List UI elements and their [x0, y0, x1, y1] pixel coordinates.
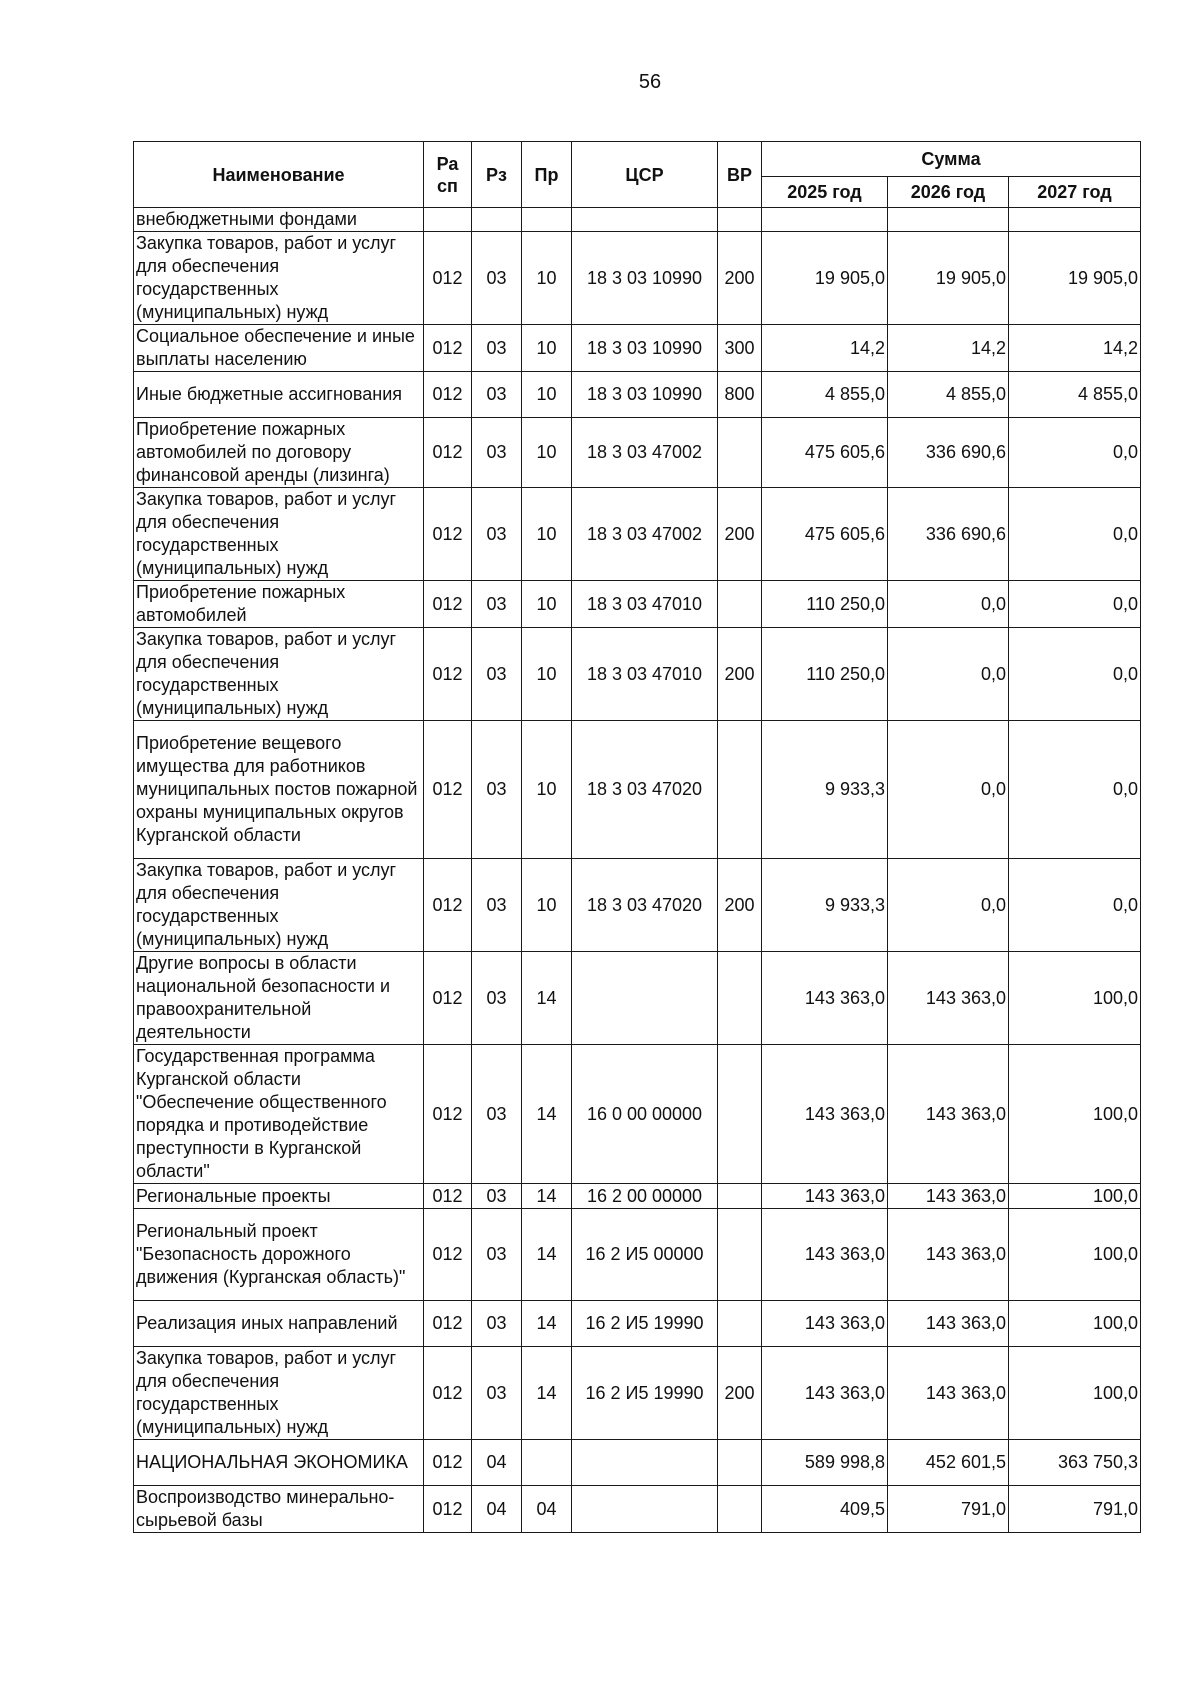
row-2027: 0,0 — [1009, 488, 1141, 581]
row-rasp: 012 — [424, 372, 472, 418]
row-rz: 04 — [472, 1486, 522, 1533]
row-2026: 4 855,0 — [888, 372, 1009, 418]
row-rasp: 012 — [424, 1347, 472, 1440]
row-csr — [572, 208, 718, 232]
row-rz: 03 — [472, 721, 522, 859]
row-vr: 200 — [718, 232, 762, 325]
row-vr: 300 — [718, 325, 762, 372]
row-name: Реализация иных направлений — [134, 1301, 424, 1347]
row-rz: 03 — [472, 628, 522, 721]
row-pr: 10 — [522, 232, 572, 325]
row-2027: 0,0 — [1009, 418, 1141, 488]
header-2026: 2026 год — [888, 177, 1009, 208]
table-row — [134, 1184, 1141, 1209]
row-rz: 03 — [472, 1045, 522, 1184]
row-rz: 03 — [472, 232, 522, 325]
header-rasp-bottom: сп — [437, 175, 458, 196]
table-header — [134, 142, 1141, 208]
table-row — [134, 1347, 1141, 1440]
row-2026: 143 363,0 — [888, 1184, 1009, 1209]
header-pr: Пр — [522, 142, 572, 208]
row-vr — [718, 721, 762, 859]
row-pr: 10 — [522, 581, 572, 628]
row-2027: 19 905,0 — [1009, 232, 1141, 325]
header-2025: 2025 год — [762, 177, 888, 208]
row-rasp: 012 — [424, 859, 472, 952]
row-csr: 18 3 03 47020 — [572, 721, 718, 859]
row-rz: 03 — [472, 1301, 522, 1347]
row-pr: 04 — [522, 1486, 572, 1533]
row-pr: 10 — [522, 628, 572, 721]
row-pr: 14 — [522, 952, 572, 1045]
row-2025: 9 933,3 — [762, 721, 888, 859]
table-row — [134, 208, 1141, 232]
row-2025: 143 363,0 — [762, 1045, 888, 1184]
row-2027: 100,0 — [1009, 1184, 1141, 1209]
row-2026 — [888, 208, 1009, 232]
row-rasp — [424, 208, 472, 232]
row-name: Приобретение вещевого имущества для работников муниципальных постов пожарной охраны муниципальных округов Курганской области — [134, 721, 424, 859]
table-row — [134, 1209, 1141, 1301]
row-vr: 200 — [718, 628, 762, 721]
page-number: 56 — [638, 71, 662, 93]
row-2026: 143 363,0 — [888, 1347, 1009, 1440]
table-row — [134, 952, 1141, 1045]
row-2026: 0,0 — [888, 628, 1009, 721]
row-2026: 143 363,0 — [888, 1301, 1009, 1347]
row-2025: 143 363,0 — [762, 1301, 888, 1347]
row-2025 — [762, 208, 888, 232]
row-csr: 18 3 03 47020 — [572, 859, 718, 952]
row-2025: 143 363,0 — [762, 952, 888, 1045]
row-pr: 10 — [522, 372, 572, 418]
row-vr — [718, 952, 762, 1045]
row-2025: 409,5 — [762, 1486, 888, 1533]
row-rz: 03 — [472, 581, 522, 628]
row-rz: 03 — [472, 1209, 522, 1301]
row-pr: 14 — [522, 1045, 572, 1184]
table-row — [134, 1301, 1141, 1347]
row-name: внебюджетными фондами — [134, 208, 424, 232]
row-2027: 100,0 — [1009, 952, 1141, 1045]
row-csr — [572, 1486, 718, 1533]
header-rasp-top: Ра — [436, 153, 459, 174]
row-vr: 200 — [718, 859, 762, 952]
row-2026: 143 363,0 — [888, 952, 1009, 1045]
table-row — [134, 1486, 1141, 1533]
header-sum: Сумма — [762, 142, 1141, 177]
row-csr — [572, 952, 718, 1045]
row-rasp: 012 — [424, 1440, 472, 1486]
row-pr — [522, 1440, 572, 1486]
row-2025: 143 363,0 — [762, 1347, 888, 1440]
row-rasp: 012 — [424, 1045, 472, 1184]
row-2026: 452 601,5 — [888, 1440, 1009, 1486]
row-2025: 589 998,8 — [762, 1440, 888, 1486]
row-rz: 04 — [472, 1440, 522, 1486]
row-rasp: 012 — [424, 721, 472, 859]
row-pr: 10 — [522, 325, 572, 372]
row-2025: 143 363,0 — [762, 1209, 888, 1301]
row-rz: 03 — [472, 952, 522, 1045]
row-rasp: 012 — [424, 488, 472, 581]
row-2027: 0,0 — [1009, 859, 1141, 952]
row-name: Закупка товаров, работ и услуг для обеспечения государственных (муниципальных) нужд — [134, 859, 424, 952]
row-2026: 0,0 — [888, 581, 1009, 628]
row-2027: 4 855,0 — [1009, 372, 1141, 418]
row-name: Закупка товаров, работ и услуг для обеспечения государственных (муниципальных) нужд — [134, 628, 424, 721]
row-name: Закупка товаров, работ и услуг для обеспечения государственных (муниципальных) нужд — [134, 488, 424, 581]
row-csr: 16 2 И5 00000 — [572, 1209, 718, 1301]
table-row — [134, 721, 1141, 859]
row-name: Региональные проекты — [134, 1184, 424, 1209]
row-2026: 143 363,0 — [888, 1209, 1009, 1301]
row-csr: 16 0 00 00000 — [572, 1045, 718, 1184]
row-rasp: 012 — [424, 628, 472, 721]
row-csr: 16 2 И5 19990 — [572, 1301, 718, 1347]
row-csr: 18 3 03 47002 — [572, 418, 718, 488]
row-name: Закупка товаров, работ и услуг для обеспечения государственных (муниципальных) нужд — [134, 232, 424, 325]
row-2026: 14,2 — [888, 325, 1009, 372]
row-name: Приобретение пожарных автомобилей — [134, 581, 424, 628]
header-csr: ЦСР — [572, 142, 718, 208]
table-row — [134, 1045, 1141, 1184]
table-row — [134, 859, 1141, 952]
row-rz: 03 — [472, 325, 522, 372]
row-csr: 18 3 03 10990 — [572, 372, 718, 418]
row-pr: 14 — [522, 1301, 572, 1347]
row-csr: 18 3 03 10990 — [572, 232, 718, 325]
table-row — [134, 581, 1141, 628]
row-vr — [718, 581, 762, 628]
row-name: Воспроизводство минерально-сырьевой базы — [134, 1486, 424, 1533]
row-2027: 0,0 — [1009, 581, 1141, 628]
row-2026: 19 905,0 — [888, 232, 1009, 325]
row-vr: 200 — [718, 488, 762, 581]
row-name: Закупка товаров, работ и услуг для обеспечения государственных (муниципальных) нужд — [134, 1347, 424, 1440]
row-2025: 4 855,0 — [762, 372, 888, 418]
row-rasp: 012 — [424, 418, 472, 488]
row-2025: 9 933,3 — [762, 859, 888, 952]
row-vr — [718, 418, 762, 488]
row-2027 — [1009, 208, 1141, 232]
row-rasp: 012 — [424, 1486, 472, 1533]
row-rasp: 012 — [424, 325, 472, 372]
row-2026: 791,0 — [888, 1486, 1009, 1533]
row-rz: 03 — [472, 488, 522, 581]
table-row — [134, 628, 1141, 721]
row-2026: 336 690,6 — [888, 418, 1009, 488]
row-name: Иные бюджетные ассигнования — [134, 372, 424, 418]
row-csr: 16 2 00 00000 — [572, 1184, 718, 1209]
table-row — [134, 372, 1141, 418]
table-row — [134, 1440, 1141, 1486]
row-csr: 16 2 И5 19990 — [572, 1347, 718, 1440]
row-vr — [718, 1209, 762, 1301]
row-pr: 10 — [522, 859, 572, 952]
row-rz: 03 — [472, 1184, 522, 1209]
row-2026: 336 690,6 — [888, 488, 1009, 581]
row-vr — [718, 1440, 762, 1486]
header-rasp — [424, 142, 472, 208]
row-rz: 03 — [472, 859, 522, 952]
header-rz: Рз — [472, 142, 522, 208]
row-2027: 100,0 — [1009, 1301, 1141, 1347]
row-name: Социальное обеспечение и иные выплаты населению — [134, 325, 424, 372]
row-name: Государственная программа Курганской области "Обеспечение общественного порядка и противодействие преступности в Курганской области" — [134, 1045, 424, 1184]
row-rasp: 012 — [424, 581, 472, 628]
row-csr: 18 3 03 47002 — [572, 488, 718, 581]
row-2026: 0,0 — [888, 721, 1009, 859]
row-2025: 19 905,0 — [762, 232, 888, 325]
row-2026: 0,0 — [888, 859, 1009, 952]
row-rasp: 012 — [424, 1209, 472, 1301]
row-2025: 475 605,6 — [762, 418, 888, 488]
row-2025: 110 250,0 — [762, 581, 888, 628]
row-vr — [718, 208, 762, 232]
row-2025: 14,2 — [762, 325, 888, 372]
row-2027: 14,2 — [1009, 325, 1141, 372]
row-vr — [718, 1486, 762, 1533]
budget-table — [133, 141, 1141, 1533]
row-rasp: 012 — [424, 1301, 472, 1347]
table-row — [134, 325, 1141, 372]
row-csr: 18 3 03 47010 — [572, 628, 718, 721]
row-csr: 18 3 03 47010 — [572, 581, 718, 628]
row-2025: 110 250,0 — [762, 628, 888, 721]
row-2027: 0,0 — [1009, 721, 1141, 859]
row-rz: 03 — [472, 418, 522, 488]
row-pr: 10 — [522, 721, 572, 859]
row-rz — [472, 208, 522, 232]
row-rasp: 012 — [424, 232, 472, 325]
header-vr: ВР — [718, 142, 762, 208]
row-pr: 14 — [522, 1184, 572, 1209]
row-rasp: 012 — [424, 1184, 472, 1209]
header-2027: 2027 год — [1009, 177, 1141, 208]
row-name: Приобретение пожарных автомобилей по договору финансовой аренды (лизинга) — [134, 418, 424, 488]
row-vr: 800 — [718, 372, 762, 418]
row-vr — [718, 1184, 762, 1209]
row-name: НАЦИОНАЛЬНАЯ ЭКОНОМИКА — [134, 1440, 424, 1486]
row-2025: 143 363,0 — [762, 1184, 888, 1209]
row-rz: 03 — [472, 1347, 522, 1440]
header-name: Наименование — [134, 142, 424, 208]
row-2027: 100,0 — [1009, 1209, 1141, 1301]
row-pr: 10 — [522, 488, 572, 581]
row-2027: 791,0 — [1009, 1486, 1141, 1533]
row-2026: 143 363,0 — [888, 1045, 1009, 1184]
table-row — [134, 488, 1141, 581]
row-2027: 100,0 — [1009, 1347, 1141, 1440]
row-2025: 475 605,6 — [762, 488, 888, 581]
table-body — [134, 208, 1141, 1533]
row-2027: 363 750,3 — [1009, 1440, 1141, 1486]
table-row — [134, 232, 1141, 325]
row-2027: 0,0 — [1009, 628, 1141, 721]
row-rasp: 012 — [424, 952, 472, 1045]
row-vr — [718, 1045, 762, 1184]
table-row — [134, 418, 1141, 488]
row-pr: 10 — [522, 418, 572, 488]
row-2027: 100,0 — [1009, 1045, 1141, 1184]
row-pr: 14 — [522, 1209, 572, 1301]
row-vr — [718, 1301, 762, 1347]
row-pr — [522, 208, 572, 232]
row-csr: 18 3 03 10990 — [572, 325, 718, 372]
row-rz: 03 — [472, 372, 522, 418]
row-name: Региональный проект "Безопасность дорожного движения (Курганская область)" — [134, 1209, 424, 1301]
row-vr: 200 — [718, 1347, 762, 1440]
row-name: Другие вопросы в области национальной безопасности и правоохранительной деятельности — [134, 952, 424, 1045]
row-csr — [572, 1440, 718, 1486]
row-pr: 14 — [522, 1347, 572, 1440]
